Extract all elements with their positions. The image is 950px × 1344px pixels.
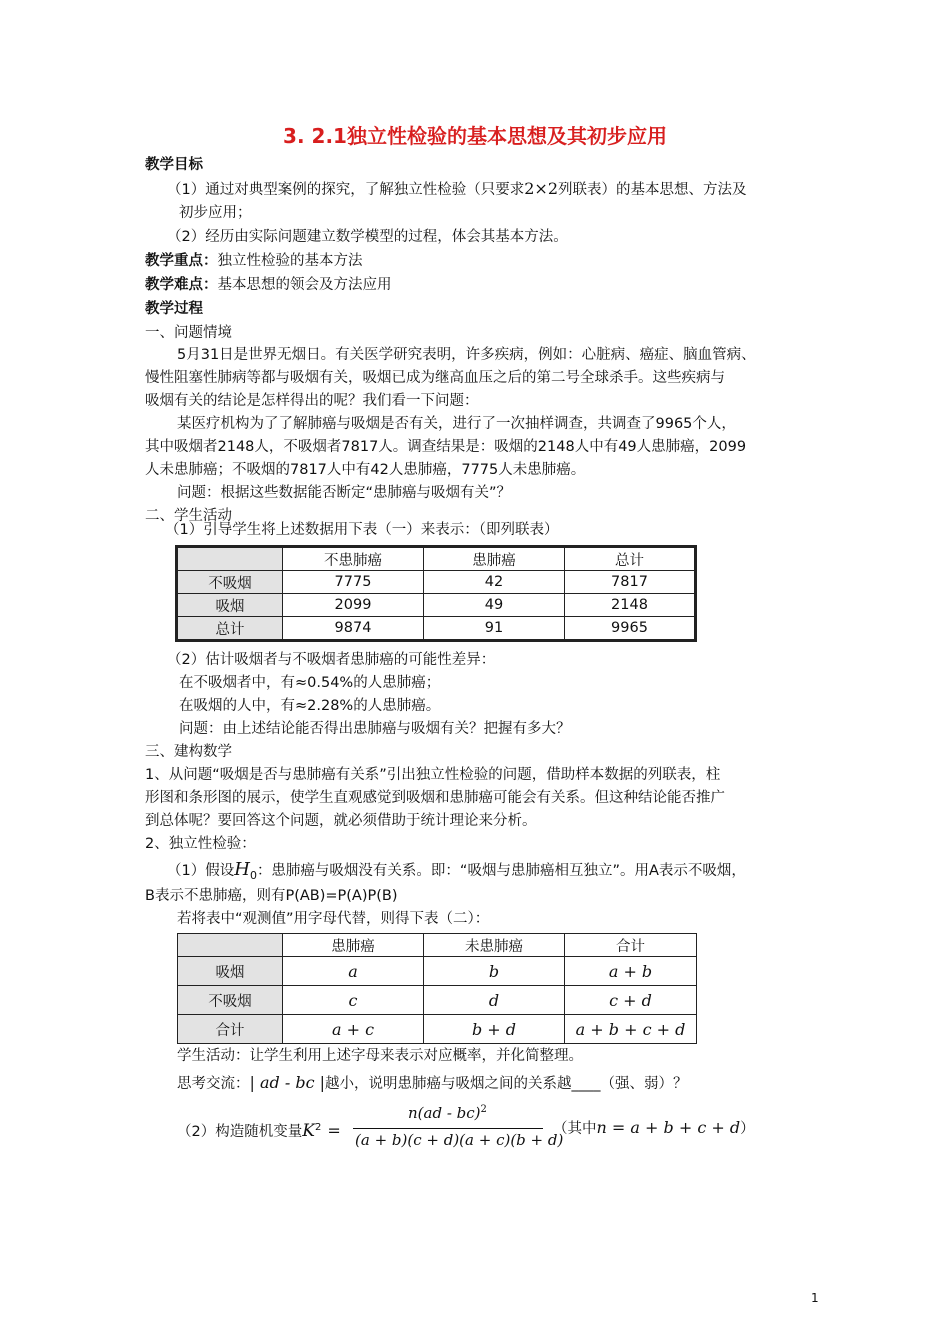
- table-cell: 2099: [283, 594, 424, 617]
- table-cell: 2148: [565, 594, 696, 617]
- difficulty: [145, 275, 392, 295]
- hypothesis-symbol: H: [234, 859, 250, 880]
- section3-p2-heading: 2、独立性检验：: [145, 836, 256, 852]
- table-cell: b: [424, 957, 565, 986]
- table-cell: 7817: [565, 571, 696, 594]
- section3-p1-line3: 到总体呢？要回答这个问题，就必须借助于统计理论来分析。: [145, 813, 537, 829]
- construct-text-a: （2）构造随机变量: [177, 1123, 303, 1140]
- table-row: [177, 594, 696, 617]
- table-row: [177, 617, 696, 641]
- construct-text-c: ）: [740, 1121, 755, 1137]
- table-cell: [178, 934, 283, 957]
- difficulty-label: 教学难点：: [145, 277, 218, 293]
- table-row-header: 合计: [178, 1015, 283, 1044]
- hypothesis-line: [167, 860, 746, 886]
- section1-p1-line1: 5月31日是世界无烟日。有关医学研究表明，许多疾病，例如：心脏病、癌症、脑血管病、: [177, 347, 756, 363]
- section1-p2-line3: 人未患肺癌；不吸烟的7817人中有42人患肺癌，7775人未患肺癌。: [145, 462, 586, 478]
- table-cell: 9965: [565, 617, 696, 641]
- section1-p2-line1: 某医疗机构为了了解肺癌与吸烟是否有关，进行了一次抽样调查，共调查了9965个人，: [177, 416, 736, 432]
- section2-heading: 二、学生活动: [145, 508, 232, 524]
- section3-p1-line2: 形图和条形图的展示，使学生直观感觉到吸烟和患肺癌可能会有关系。但这种结论能否推广: [145, 790, 725, 806]
- section1-p1-line2: 慢性阻塞性肺病等都与吸烟有关，吸烟已成为继高血压之后的第二号全球杀手。这些疾病与: [145, 370, 725, 386]
- table-cell: c + d: [565, 986, 697, 1015]
- objective-1-text-b: 列联表）的基本思想、方法及: [558, 182, 747, 198]
- table-row-header: 吸烟: [177, 594, 283, 617]
- objectives-heading: 教学目标: [145, 157, 203, 173]
- table-cell: 7775: [283, 571, 424, 594]
- fraction-bar: [353, 1128, 543, 1129]
- contingency-table-2: [177, 933, 697, 1044]
- table-row-header: 吸烟: [178, 957, 283, 986]
- table-row: [178, 934, 697, 957]
- table-row: [177, 571, 696, 594]
- formula-numerator: [408, 1104, 487, 1122]
- numerator-text: n(ad - bc): [408, 1104, 481, 1122]
- student-activity: 学生活动：让学生利用上述字母来表示对应概率，并化简整理。: [177, 1048, 583, 1064]
- table-row: [177, 547, 696, 571]
- objective-1: [167, 179, 747, 200]
- n-expression: n = a + b + c + d: [596, 1118, 741, 1137]
- numerator-superscript: 2: [480, 1104, 487, 1115]
- construct-line: [177, 1118, 341, 1142]
- page-number: 1: [811, 1291, 819, 1305]
- think-text-b: 越小，说明患肺癌与吸烟之间的关系越____（强、弱）？: [325, 1076, 688, 1092]
- table-cell: a + b: [565, 957, 697, 986]
- table-cell: 42: [424, 571, 565, 594]
- table-row-header: 不吸烟: [178, 986, 283, 1015]
- construct-text-b: （其中: [553, 1121, 597, 1137]
- table-cell: a + c: [283, 1015, 424, 1044]
- table-cell: 91: [424, 617, 565, 641]
- table-header-cell: 患肺癌: [283, 934, 424, 957]
- difficulty-text: 基本思想的领会及方法应用: [217, 277, 392, 293]
- replace-line: 若将表中“观测值”用字母代替，则得下表（二）：: [177, 911, 490, 927]
- table-header-cell: 患肺癌: [424, 547, 565, 571]
- construct-note: [553, 1118, 755, 1139]
- table-header-cell: 未患肺癌: [424, 934, 565, 957]
- key-point-text: 独立性检验的基本方法: [217, 253, 363, 269]
- objective-1-text-a: （1）通过对典型案例的探究，了解独立性检验（只要求: [167, 182, 525, 198]
- table-cell: [177, 547, 283, 571]
- table-cell: a: [283, 957, 424, 986]
- think-line: [177, 1073, 688, 1094]
- table-cell: d: [424, 986, 565, 1015]
- table-cell: 49: [424, 594, 565, 617]
- table-header-cell: 总计: [565, 547, 696, 571]
- table-row: [178, 986, 697, 1015]
- section2-estimate-b: 在吸烟的人中，有≈2.28%的人患肺癌。: [179, 698, 441, 714]
- table-header-cell: 不患肺癌: [283, 547, 424, 571]
- process-heading: 教学过程: [145, 301, 203, 317]
- hypothesis-text-a: （1）假设: [167, 863, 235, 879]
- table-header-cell: 合计: [565, 934, 697, 957]
- section2-step1: （1）引导学生将上述数据用下表（一）来表示：（即列联表）: [165, 522, 559, 538]
- table-row-header: 总计: [177, 617, 283, 641]
- hypothesis-cont: B表示不患肺癌，则有P(AB)=P(A)P(B): [145, 888, 398, 904]
- section1-question: 问题：根据这些数据能否断定“患肺癌与吸烟有关”？: [177, 485, 512, 501]
- objective-1-cont: 初步应用；: [179, 205, 252, 221]
- k-symbol: K: [302, 1120, 315, 1141]
- think-math: | ad - bc |: [249, 1073, 326, 1092]
- contingency-table-1: [175, 545, 697, 642]
- section2-step2: （2）估计吸烟者与不吸烟者患肺癌的可能性差异：: [167, 652, 496, 668]
- hypothesis-subscript: 0: [249, 868, 257, 882]
- equals-sign: =: [327, 1120, 341, 1140]
- table-row: [178, 957, 697, 986]
- table-cell: a + b + c + d: [565, 1015, 697, 1044]
- key-point: [145, 251, 363, 271]
- objective-1-math: 2×2: [524, 179, 558, 198]
- section3-heading: 三、建构数学: [145, 744, 232, 760]
- section1-p1-line3: 吸烟有关的结论是怎样得出的呢？我们看一下问题：: [145, 393, 479, 409]
- section1-p2-line2: 其中吸烟者2148人，不吸烟者7817人。调查结果是：吸烟的2148人中有49人患肺癌，2099: [145, 439, 747, 455]
- objective-2: （2）经历由实际问题建立数学模型的过程，体会其基本方法。: [167, 229, 568, 245]
- k-superscript: 2: [314, 1122, 322, 1133]
- section3-p1-line1: 1、从问题“吸烟是否与患肺癌有关系”引出独立性检验的问题，借助样本数据的列联表，柱: [145, 767, 721, 783]
- table-row: [178, 1015, 697, 1044]
- document-title: 3. 2.1独立性检验的基本思想及其初步应用: [283, 124, 667, 148]
- section2-question: 问题：由上述结论能否得出患肺癌与吸烟有关？把握有多大？: [179, 721, 571, 737]
- think-text-a: 思考交流：: [177, 1076, 250, 1092]
- hypothesis-text-b: ：患肺癌与吸烟没有关系。即：“吸烟与患肺癌相互独立”。用A表示不吸烟，: [256, 863, 746, 879]
- table-row-header: 不吸烟: [177, 571, 283, 594]
- table-cell: 9874: [283, 617, 424, 641]
- section2-estimate-a: 在不吸烟者中，有≈0.54%的人患肺癌；: [179, 675, 441, 691]
- formula-denominator: (a + b)(c + d)(a + c)(b + d): [355, 1131, 564, 1149]
- section1-heading: 一、问题情境: [145, 325, 232, 341]
- table-cell: c: [283, 986, 424, 1015]
- table-cell: b + d: [424, 1015, 565, 1044]
- key-point-label: 教学重点：: [145, 253, 218, 269]
